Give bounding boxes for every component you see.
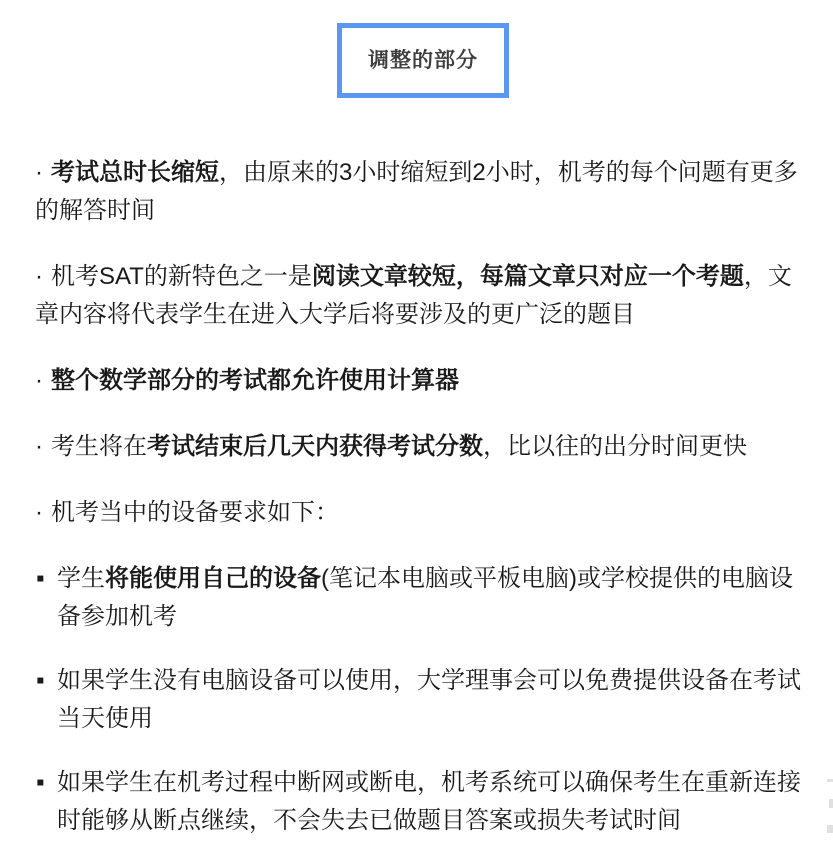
dot-bullet-icon: · bbox=[35, 433, 43, 460]
bullet-paragraph-device-intro bbox=[35, 494, 803, 532]
dot-bullet-icon: · bbox=[35, 159, 43, 186]
body-text: ，由原来的3小时缩短到2小时，机考的每个问题有更多的解答时间 bbox=[35, 159, 798, 224]
body-text: ，比以往的出分时间更快 bbox=[483, 433, 747, 460]
sub-bullet-item-own-device bbox=[35, 560, 803, 636]
body-text: 如果学生在机考过程中断网或断电，机考系统可以确保考生在重新连接时能够从断点继续，不会失去已做题目答案或损失考试时间 bbox=[57, 769, 801, 834]
body-text: 机考当中的设备要求如下： bbox=[51, 499, 339, 526]
body-text: 考生将在 bbox=[51, 433, 147, 460]
bullet-paragraph-scores bbox=[35, 428, 803, 466]
sub-bullet-item-disconnect bbox=[35, 764, 803, 840]
header bbox=[0, 0, 833, 98]
bold-text: 阅读文章较短，每篇文章只对应一个考题 bbox=[311, 263, 744, 290]
square-bullet-icon: ▪ bbox=[36, 565, 45, 592]
body-text: 如果学生没有电脑设备可以使用，大学理事会可以免费提供设备在考试当天使用 bbox=[57, 667, 801, 732]
content-area bbox=[0, 98, 833, 840]
title-box bbox=[337, 23, 509, 98]
bold-text: 考试结束后几天内获得考试分数 bbox=[147, 433, 483, 460]
bold-text: 考试总时长缩短 bbox=[51, 159, 219, 186]
bold-text: 整个数学部分的考试都允许使用计算器 bbox=[51, 367, 459, 394]
bold-text: 将能使用自己的设备 bbox=[105, 565, 321, 592]
sub-bullet-item-free-device bbox=[35, 662, 803, 738]
square-bullet-icon: ▪ bbox=[36, 769, 45, 796]
body-text: (笔记本电脑或平板电脑)或学校提供的电脑设备参加机考 bbox=[57, 565, 793, 630]
edge-watermark-fragments bbox=[824, 779, 833, 841]
page-title: 调整的部分 bbox=[368, 49, 478, 72]
dot-bullet-icon: · bbox=[35, 263, 43, 290]
device-requirements-list bbox=[35, 560, 803, 840]
dot-bullet-icon: · bbox=[35, 367, 43, 394]
dot-bullet-icon: · bbox=[35, 499, 43, 526]
bullet-paragraph-calculator bbox=[35, 362, 803, 400]
bullet-paragraph-duration bbox=[35, 154, 803, 230]
bullet-paragraph-reading bbox=[35, 258, 803, 334]
body-text: 学生 bbox=[57, 565, 105, 592]
body-text: 机考SAT的新特色之一是 bbox=[51, 263, 312, 290]
body-text: ，文章内容将代表学生在进入大学后将要涉及的更广泛的题目 bbox=[35, 263, 792, 328]
square-bullet-icon: ▪ bbox=[36, 667, 45, 694]
